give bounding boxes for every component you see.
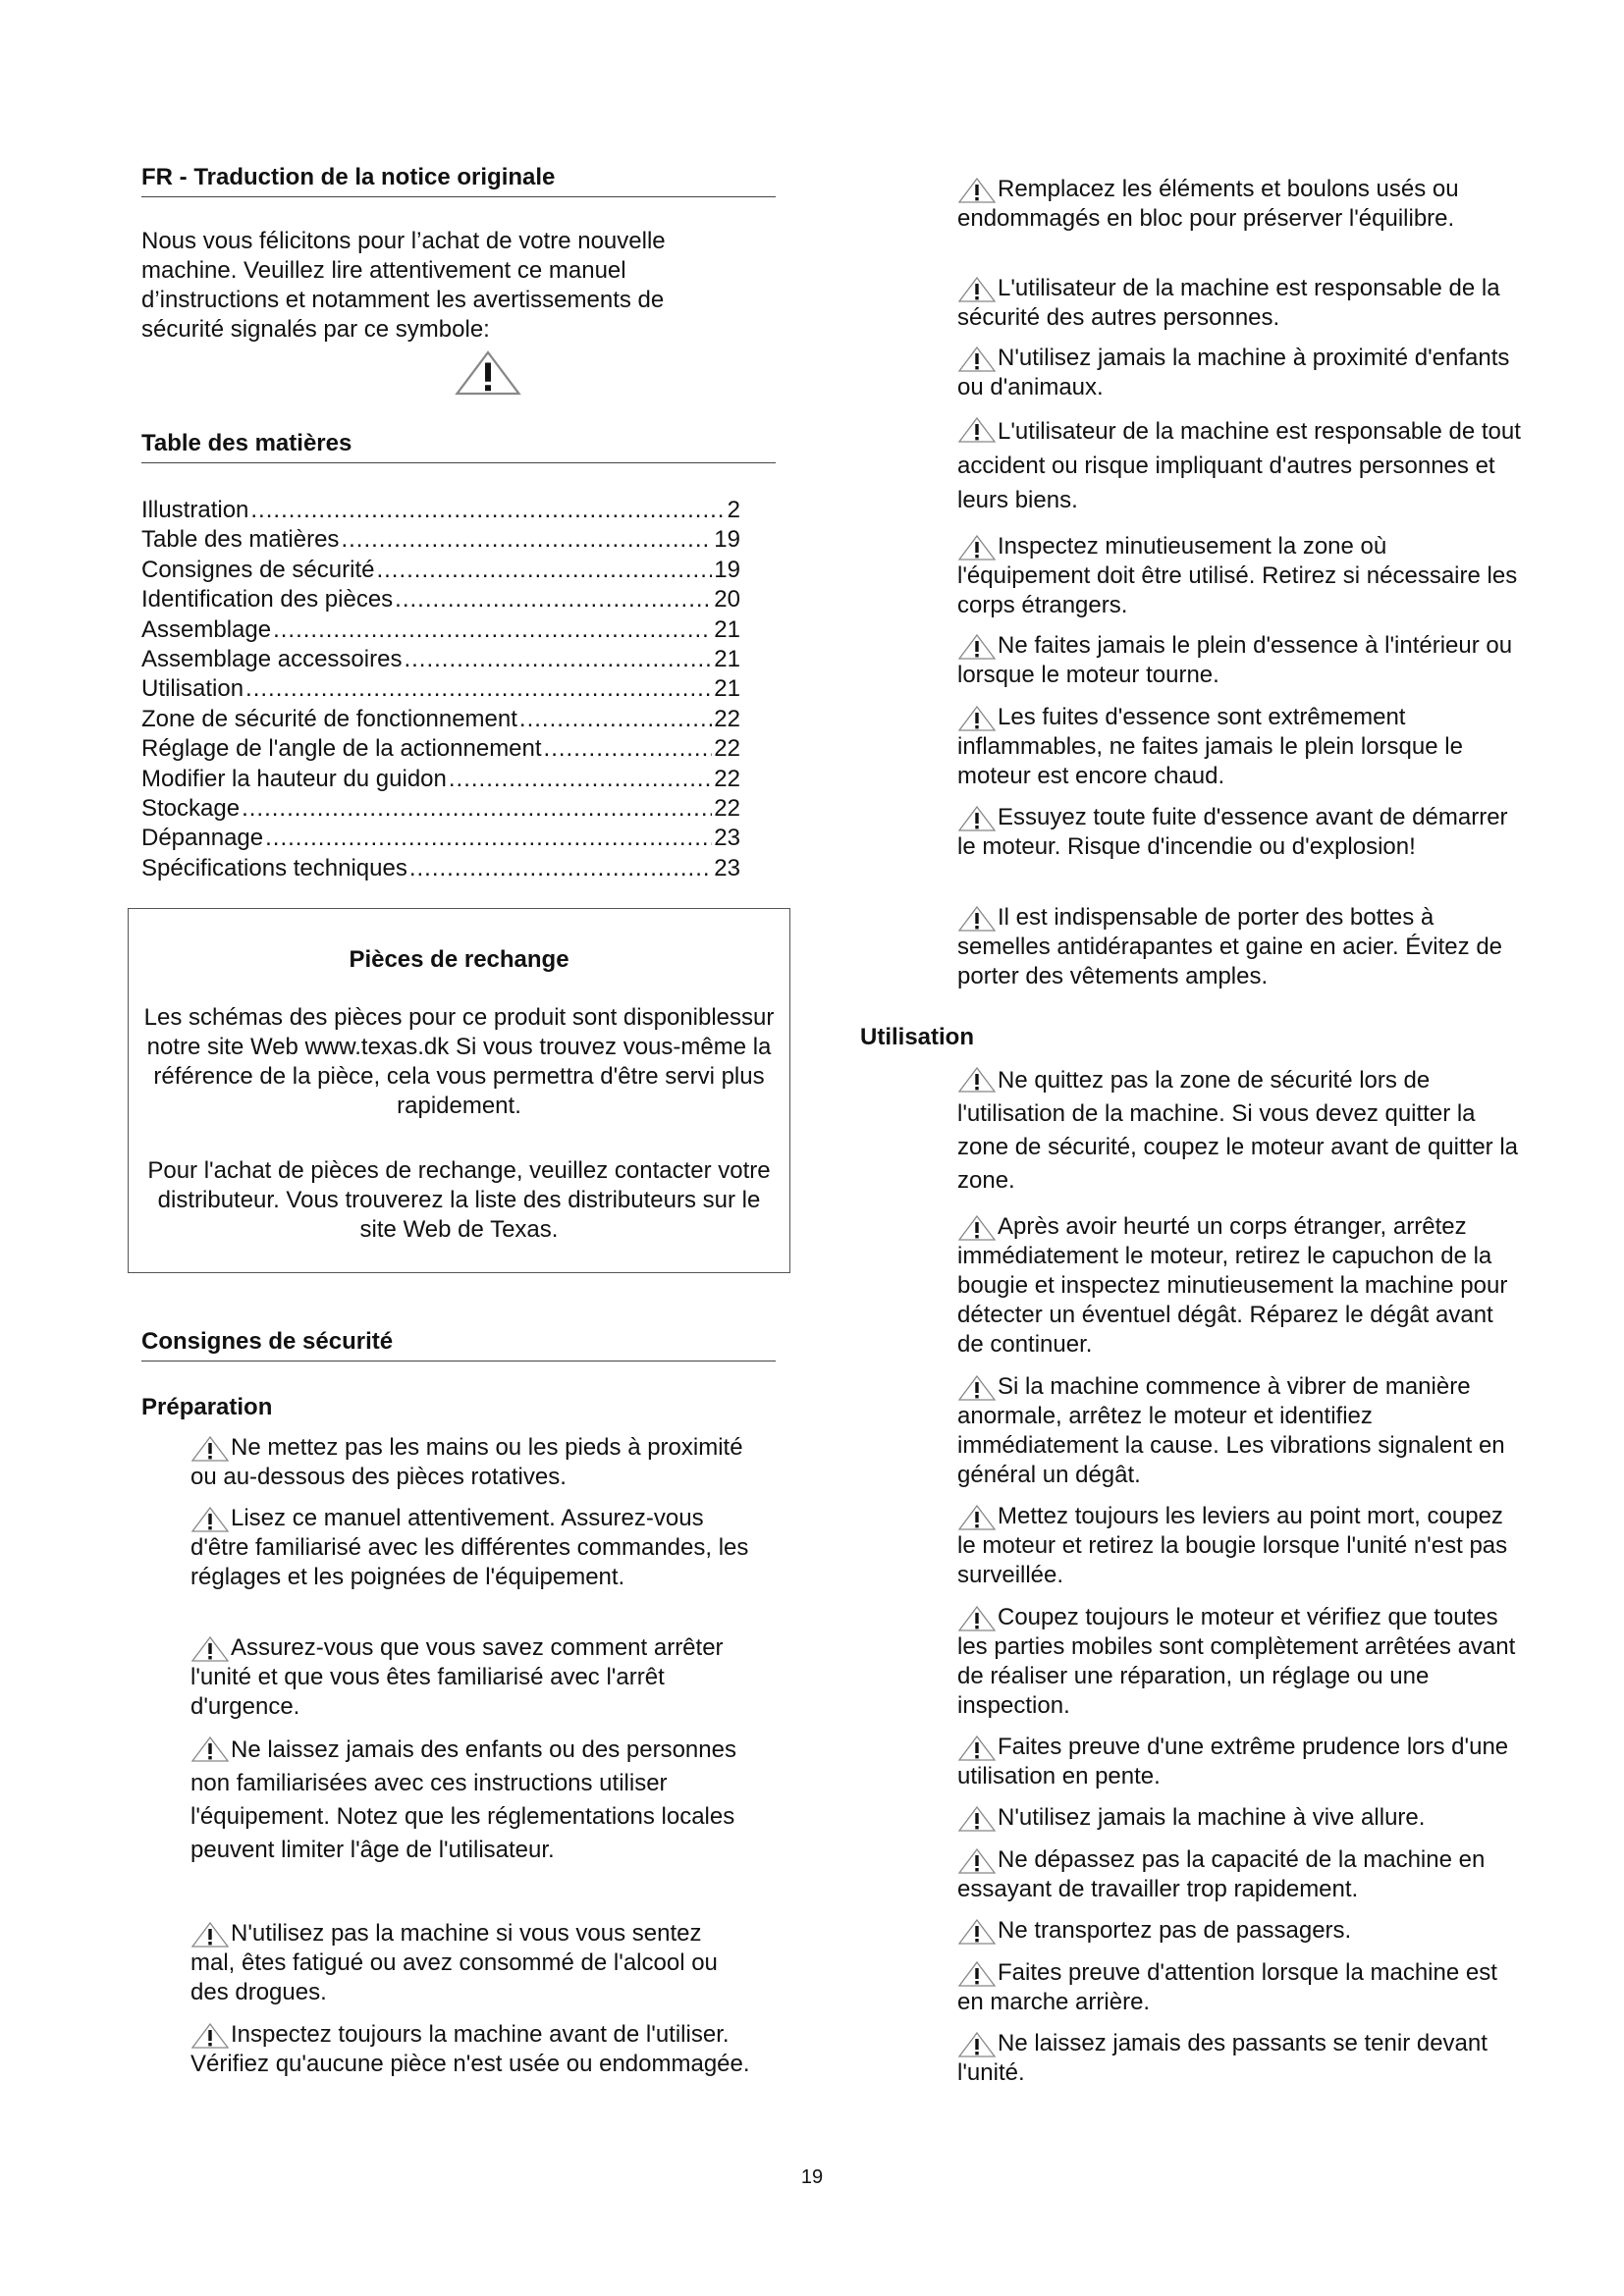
warning-item: Ne faites jamais le plein d'essence à l'intérieur ou lorsque le moteur tourne. bbox=[957, 632, 1513, 688]
warning-triangle-icon bbox=[957, 1847, 997, 1875]
warning-item: Ne quittez pas la zone de sécurité lors de l'utilisation de la machine. Si vous devez quitter la zone de sécurité, coupez le moteur avant de quitter la zone. bbox=[957, 1067, 1519, 1194]
warning-item: Il est indispensable de porter des bottes à semelles antidérapantes et gaine en acier. Évitez de porter des vêtements amples. bbox=[957, 904, 1503, 989]
warning-triangle-icon bbox=[190, 1435, 230, 1463]
warning-triangle-icon bbox=[957, 534, 997, 561]
toc-item[interactable]: Identification des pièces ..... 20 bbox=[141, 585, 740, 614]
toc-item[interactable]: Modifier la hauteur du guidon ..... 22 bbox=[141, 765, 740, 794]
warning-item: N'utilisez jamais la machine à proximité d'enfants ou d'animaux. bbox=[957, 345, 1510, 400]
warning-item: N'utilisez jamais la machine à vive allure. bbox=[957, 1803, 1522, 1833]
warning-triangle-icon bbox=[190, 1635, 230, 1663]
toc-item[interactable]: Stockage ..... 22 bbox=[141, 794, 740, 824]
warning-item: Lisez ce manuel attentivement. Assurez-vous d'être familiarisé avec les différentes commandes, les réglages et les poignées de l'équipement. bbox=[190, 1505, 749, 1590]
warning-triangle-icon bbox=[957, 2031, 997, 2058]
warning-triangle-icon bbox=[957, 1605, 997, 1632]
toc-item[interactable]: Illustration ..... 2 bbox=[141, 496, 740, 525]
safety-heading: Consignes de sécurité bbox=[141, 1327, 776, 1362]
warning-item: Assurez-vous que vous savez comment arrêter l'unité et que vous êtes familiarisé avec l'arrêt d'urgence. bbox=[190, 1634, 724, 1720]
warning-triangle-icon bbox=[957, 805, 997, 832]
intro-text: Nous vous félicitons pour l’achat de votre nouvelle machine. Veuillez lire attentivement ce manuel d’instructions et notamment les avertissements de sécurité signalés par ce symbole: bbox=[141, 228, 666, 343]
toc-item[interactable]: Dépannage ..... 23 bbox=[141, 824, 740, 853]
warning-triangle-icon bbox=[957, 346, 997, 373]
toc-item[interactable]: Table des matières ..... 19 bbox=[141, 525, 740, 555]
warning-item: Faites preuve d'attention lorsque la machine est en marche arrière. bbox=[957, 1959, 1497, 2015]
warning-triangle-icon bbox=[454, 346, 522, 400]
warning-triangle-icon bbox=[957, 1960, 997, 1988]
warning-triangle-icon bbox=[957, 177, 997, 204]
spare-parts-title: Pièces de rechange bbox=[349, 946, 569, 973]
warning-triangle-icon bbox=[190, 1921, 230, 1949]
table-of-contents bbox=[141, 496, 740, 883]
warning-item: Après avoir heurté un corps étranger, arrêtez immédiatement le moteur, retirez le capuchon de la bougie et inspectez minutieusement la machine pour détecter un éventuel dégât. Réparez le dégât avant de continuer. bbox=[957, 1213, 1508, 1358]
toc-item[interactable]: Utilisation ..... 21 bbox=[141, 674, 740, 704]
toc-item[interactable]: Assemblage accessoires ..... 21 bbox=[141, 645, 740, 674]
warning-item: Les fuites d'essence sont extrêmement inflammables, ne faites jamais le plein lorsque le moteur est encore chaud. bbox=[957, 704, 1463, 789]
warning-item: Inspectez toujours la machine avant de l'utiliser. Vérifiez qu'aucune pièce n'est usée ou endommagée. bbox=[190, 2021, 750, 2077]
spare-parts-paragraph-1: Les schémas des pièces pour ce produit sont disponiblessur notre site Web www.texas.dk Si vous trouvez vous-même la référence de la pièce, cela vous permettra d'être servi plus rapidement. bbox=[143, 1004, 775, 1119]
warning-item: N'utilisez pas la machine si vous vous sentez mal, êtes fatigué ou avez consommé de l'alcool ou des drogues. bbox=[190, 1920, 718, 2005]
warning-item: Ne mettez pas les mains ou les pieds à proximité ou au-dessous des pièces rotatives. bbox=[190, 1434, 743, 1490]
warning-triangle-icon bbox=[957, 1374, 997, 1402]
warning-item: Mettez toujours les leviers au point mort, coupez le moteur et retirez la bougie lorsque l'unité n'est pas surveillée. bbox=[957, 1503, 1508, 1588]
page-number: 19 bbox=[800, 2166, 824, 2188]
warning-triangle-icon bbox=[957, 1735, 997, 1762]
warning-item: Ne laissez jamais des enfants ou des personnes non familiarisées avec ces instructions utiliser l'équipement. Notez que les réglementations locales peuvent limiter l'âge de l'utilisateur. bbox=[190, 1736, 736, 1863]
preparation-heading: Préparation bbox=[141, 1394, 273, 1420]
warning-item: Ne laissez jamais des passants se tenir devant l'unité. bbox=[957, 2030, 1488, 2086]
warning-triangle-icon bbox=[957, 1504, 997, 1531]
toc-item[interactable]: Zone de sécurité de fonctionnement ..... 22 bbox=[141, 705, 740, 734]
warning-triangle-icon bbox=[957, 633, 997, 661]
warning-item: Essuyez toute fuite d'essence avant de démarrer le moteur. Risque d'incendie ou d'explosion! bbox=[957, 804, 1508, 860]
warning-item: L'utilisateur de la machine est responsable de la sécurité des autres personnes. bbox=[957, 275, 1500, 331]
intro-heading: FR - Traduction de la notice originale bbox=[141, 163, 776, 197]
warning-triangle-icon bbox=[190, 2022, 230, 2050]
warning-item: Ne transportez pas de passagers. bbox=[957, 1916, 1522, 1946]
warning-triangle-icon bbox=[957, 276, 997, 303]
warning-item: Remplacez les éléments et boulons usés ou endommagés en bloc pour préserver l'équilibre. bbox=[957, 176, 1459, 232]
warning-triangle-icon bbox=[957, 905, 997, 933]
warning-item: Faites preuve d'une extrême prudence lors d'une utilisation en pente. bbox=[957, 1734, 1509, 1789]
toc-item[interactable]: Spécifications techniques ..... 23 bbox=[141, 854, 740, 883]
toc-item[interactable]: Assemblage ..... 21 bbox=[141, 615, 740, 645]
warning-triangle-icon bbox=[957, 1214, 997, 1242]
toc-item[interactable]: Consignes de sécurité ..... 19 bbox=[141, 556, 740, 585]
warning-triangle-icon bbox=[190, 1506, 230, 1533]
spare-parts-box bbox=[128, 908, 790, 1273]
warning-item: Inspectez minutieusement la zone où l'équipement doit être utilisé. Retirez si nécessaire les corps étrangers. bbox=[957, 533, 1518, 618]
warning-item: Ne dépassez pas la capacité de la machine en essayant de travailler trop rapidement. bbox=[957, 1846, 1486, 1902]
toc-heading: Table des matières bbox=[141, 429, 776, 463]
warning-item: Si la machine commence à vibrer de manière anormale, arrêtez le moteur et identifiez immédiatement la cause. Les vibrations signalent en général un dégât. bbox=[957, 1373, 1505, 1488]
warning-item: Coupez toujours le moteur et vérifiez que toutes les parties mobiles sont complètement arrêtées avant de réaliser une réparation, un réglage ou une inspection. bbox=[957, 1604, 1516, 1719]
warning-triangle-icon bbox=[957, 416, 997, 444]
warning-triangle-icon bbox=[957, 1805, 997, 1833]
spare-parts-paragraph-2: Pour l'achat de pièces de rechange, veuillez contacter votre distributeur. Vous trouverez la liste des distributeurs sur le site Web de Texas. bbox=[147, 1157, 771, 1243]
warning-item: L'utilisateur de la machine est responsable de tout accident ou risque impliquant d'autres personnes et leurs biens. bbox=[957, 418, 1521, 513]
warning-triangle-icon bbox=[957, 705, 997, 732]
utilisation-heading: Utilisation bbox=[860, 1024, 975, 1050]
warning-triangle-icon bbox=[957, 1066, 997, 1094]
warning-triangle-icon bbox=[190, 1735, 230, 1763]
warning-triangle-icon bbox=[957, 1918, 997, 1946]
toc-item[interactable]: Réglage de l'angle de la actionnement ..... 22 bbox=[141, 734, 740, 764]
